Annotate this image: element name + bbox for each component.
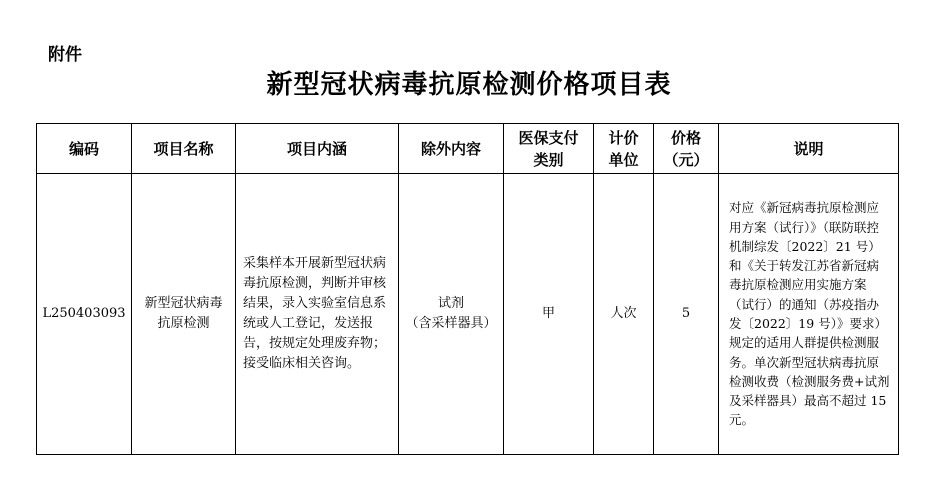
cell-notes: 对应《新冠病毒抗原检测应用方案（试行）》（联防联控机制综发〔2022〕21 号）和《关于转发江苏省新冠病毒抗原检测应用实施方案（试行）的通知（苏疫指办发〔2022〕19 号）》要求）规定的适用人群提供检测服务。单次新型冠状病毒抗原检测收费（检测服务费+试剂及采样器具）最高不超过 15 元。 [719, 174, 899, 455]
header-name: 项目名称 [132, 124, 236, 174]
attachment-label: 附件 [48, 45, 82, 65]
header-unit [594, 124, 654, 174]
cell-insurance: 甲 [504, 174, 594, 455]
cell-code: L250403093 [37, 174, 132, 455]
header-unit-line2: 单位 [608, 150, 639, 169]
cell-unit: 人次 [594, 174, 654, 455]
header-price [654, 124, 719, 174]
cell-excluded-line2: （含采样器具） [405, 316, 497, 331]
header-unit-line1: 计价 [608, 128, 639, 147]
header-insurance-line1: 医保支付 [518, 128, 579, 147]
price-table [36, 123, 899, 455]
table-header-row [37, 124, 899, 174]
cell-excluded-line1: 试剂 [437, 296, 464, 311]
cell-name [132, 174, 236, 455]
cell-name-line1: 新型冠状病毒 [144, 296, 223, 311]
cell-excluded [399, 174, 504, 455]
header-code: 编码 [37, 124, 132, 174]
header-insurance-line2: 类别 [533, 150, 564, 169]
header-excluded: 除外内容 [399, 124, 504, 174]
cell-name-line2: 抗原检测 [157, 316, 210, 331]
header-price-line1: 价格 [670, 128, 701, 147]
header-notes: 说明 [719, 124, 899, 174]
cell-content: 采集样本开展新型冠状病毒抗原检测，判断并审核结果，录入实验室信息系统或人工登记，发送报告，按规定处理废弃物；接受临床相关咨询。 [236, 174, 399, 455]
table-row [37, 174, 899, 455]
header-price-line2: （元） [663, 150, 709, 169]
page-title: 新型冠状病毒抗原检测价格项目表 [266, 70, 672, 100]
cell-price: 5 [654, 174, 719, 455]
header-insurance [504, 124, 594, 174]
header-content: 项目内涵 [236, 124, 399, 174]
